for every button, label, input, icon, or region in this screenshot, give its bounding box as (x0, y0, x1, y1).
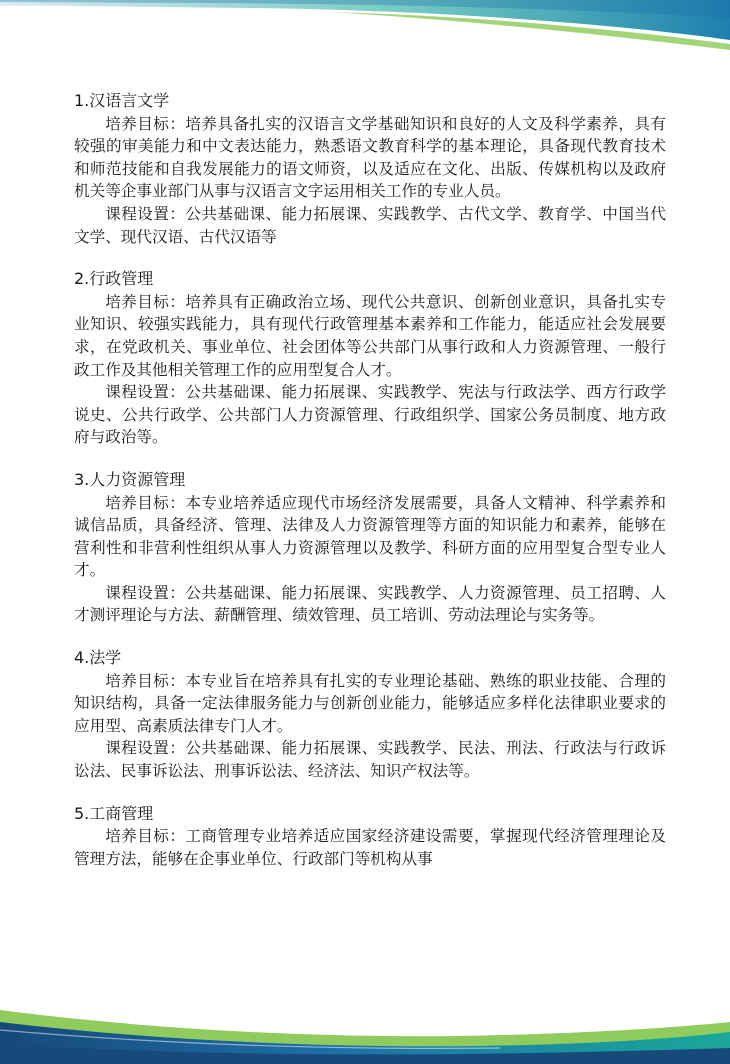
course-list: 课程设置：公共基础课、能力拓展课、实践教学、人力资源管理、员工招聘、人才测评理论与方法、薪酬管理、绩效管理、员工培训、劳动法理论与实务等。 (74, 583, 666, 625)
section-heading: 5.工商管理 (74, 803, 154, 823)
course-list: 课程设置：公共基础课、能力拓展课、实践教学、古代文学、教育学、中国当代文学、现代汉语、古代汉语等 (74, 204, 666, 246)
course-list: 课程设置：公共基础课、能力拓展课、实践教学、民法、刑法、行政法与行政诉讼法、民事诉讼法、刑事诉讼法、经济法、知识产权法等。 (74, 739, 666, 781)
top-decoration (0, 0, 730, 50)
bottom-decoration (0, 1000, 730, 1064)
section-public-administration (74, 268, 666, 449)
section-chinese-literature (74, 90, 666, 248)
section-heading: 1.汉语言文学 (74, 91, 170, 110)
training-goal: 培养目标：培养具有正确政治立场、现代公共意识、创新创业意识，具备扎实专业知识、较强实践能力，具有现代行政管理基本素养和工作能力，能适应社会发展要求，在党政机关、事业单位、社会团体等公共部门从事行政和人力资源管理、一般行政工作及其他相关管理工作的应用型复合人才。 (74, 292, 666, 379)
course-list: 课程设置：公共基础课、能力拓展课、实践教学、宪法与行政法学、西方行政学说史、公共行政学、公共部门人力资源管理、行政组织学、国家公务员制度、地方政府与政治等。 (74, 383, 666, 447)
section-law (74, 647, 666, 783)
document-body (74, 90, 666, 890)
section-heading: 2.行政管理 (74, 269, 154, 289)
training-goal: 培养目标：本专业培养适应现代市场经济发展需要，具备人文精神、科学素养和诚信品质，具备经济、管理、法律及人力资源管理等方面的知识能力和素养，能够在营利性和非营利性组织从事人力资源管理以及教学、科研方面的应用型复合型专业人才。 (74, 493, 666, 580)
training-goal: 培养目标：本专业旨在培养具有扎实的专业理论基础、熟练的职业技能、合理的知识结构，具备一定法律服务能力与创新创业能力，能够适应多样化法律职业要求的应用型、高素质法律专门人才。 (74, 671, 666, 735)
section-business-administration (74, 803, 666, 871)
section-heading: 3.人力资源管理 (74, 469, 186, 489)
section-human-resources (74, 469, 666, 627)
training-goal: 培养目标：工商管理专业培养适应国家经济建设需要，掌握现代经济管理理论及管理方法，能够在企事业单位、行政部门等机构从事 (74, 827, 666, 868)
training-goal: 培养目标：培养具备扎实的汉语言文学基础知识和良好的人文及科学素养，具有较强的审美能力和中文表达能力，熟悉语文教育科学的基本理论，具备现代教育技术和师范技能和自我发展能力的语文师资，以及适应在文化、出版、传媒机构以及政府机关等企事业部门从事与汉语言文字运用相关工作的专业人员。 (74, 114, 666, 201)
section-heading: 4.法学 (74, 648, 122, 668)
